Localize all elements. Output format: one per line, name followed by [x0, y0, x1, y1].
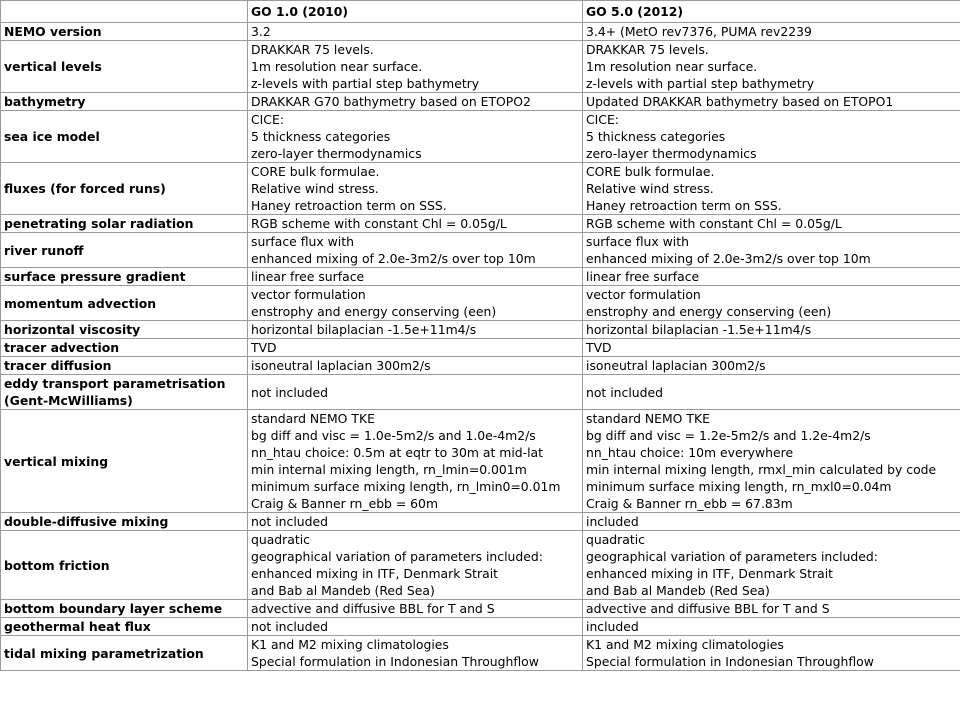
cell-line: min internal mixing length, rmxl_min calculated by code [586, 462, 937, 477]
cell-go1 [248, 531, 583, 600]
cell-param [1, 215, 248, 233]
cell-line: vector formulation [251, 287, 366, 302]
cell-line: included [586, 514, 639, 529]
cell-line: DRAKKAR 75 levels. [251, 42, 374, 57]
cell-line: and Bab al Mandeb (Red Sea) [586, 583, 770, 598]
cell-line: quadratic [586, 532, 645, 547]
cell-line: eddy transport parametrisation [4, 376, 226, 391]
cell-go1 [248, 375, 583, 410]
table-row [1, 339, 960, 357]
cell-line: enstrophy and energy conserving (een) [251, 304, 497, 319]
cell-go1 [248, 41, 583, 93]
table-row [1, 636, 960, 671]
cell-line: linear free surface [586, 269, 700, 284]
cell-go5 [583, 215, 960, 233]
table-row [1, 531, 960, 600]
cell-line: advective and diffusive BBL for T and S [586, 601, 830, 616]
table-row [1, 268, 960, 286]
cell-go1 [248, 321, 583, 339]
cell-line: bottom friction [4, 557, 110, 573]
cell-line: enhanced mixing in ITF, Denmark Strait [251, 566, 499, 581]
cell-go1 [248, 163, 583, 215]
cell-param [1, 531, 248, 600]
cell-param [1, 513, 248, 531]
cell-line: nn_htau choice: 10m everywhere [586, 445, 794, 460]
table-row [1, 357, 960, 375]
cell-line: vector formulation [586, 287, 701, 302]
cell-line: not included [251, 384, 328, 400]
cell-param [1, 321, 248, 339]
cell-line: vertical levels [4, 59, 102, 74]
cell-go5 [583, 321, 960, 339]
cell-line: Updated DRAKKAR bathymetry based on ETOPO1 [586, 94, 894, 109]
cell-line: bathymetry [4, 94, 86, 109]
cell-line: 3.4+ (MetO rev7376, PUMA rev2239 [586, 24, 812, 39]
table-row [1, 600, 960, 618]
cell-param [1, 357, 248, 375]
cell-param [1, 41, 248, 93]
table-row [1, 286, 960, 321]
cell-go1 [248, 410, 583, 513]
cell-line: enhanced mixing of 2.0e-3m2/s over top 10m [251, 251, 536, 266]
cell-go5 [583, 163, 960, 215]
cell-line: river runoff [4, 242, 84, 258]
cell-line: CORE bulk formulae. [251, 164, 380, 179]
cell-line: surface flux with [586, 234, 689, 249]
table-row [1, 163, 960, 215]
table-row [1, 618, 960, 636]
cell-line: Haney retroaction term on SSS. [586, 198, 782, 213]
cell-line: bg diff and visc = 1.2e-5m2/s and 1.2e-4m2/s [586, 428, 871, 443]
cell-line: RGB scheme with constant Chl = 0.05g/L [251, 216, 507, 231]
table-row [1, 41, 960, 93]
cell-go5 [583, 93, 960, 111]
cell-go5 [583, 600, 960, 618]
cell-line: minimum surface mixing length, rn_lmin0=0.01m [251, 479, 561, 494]
table-row [1, 215, 960, 233]
cell-go5 [583, 531, 960, 600]
header-parameter [1, 1, 248, 23]
cell-go5 [583, 636, 960, 671]
table-row [1, 111, 960, 163]
cell-go5 [583, 357, 960, 375]
cell-go5 [583, 375, 960, 410]
cell-line: DRAKKAR G70 bathymetry based on ETOPO2 [251, 94, 531, 109]
cell-go5 [583, 41, 960, 93]
cell-line: standard NEMO TKE [251, 411, 375, 426]
cell-param [1, 339, 248, 357]
cell-line: K1 and M2 mixing climatologies [586, 637, 784, 652]
cell-param [1, 636, 248, 671]
cell-line: TVD [586, 340, 612, 355]
table-row [1, 513, 960, 531]
cell-param [1, 23, 248, 41]
cell-line: advective and diffusive BBL for T and S [251, 601, 495, 616]
cell-param [1, 618, 248, 636]
cell-go5 [583, 111, 960, 163]
cell-line: tracer advection [4, 340, 120, 355]
cell-line: nn_htau choice: 0.5m at eqtr to 30m at mid-lat [251, 445, 544, 460]
cell-go1 [248, 618, 583, 636]
cell-go1 [248, 636, 583, 671]
cell-go5 [583, 23, 960, 41]
cell-param [1, 286, 248, 321]
cell-line: CICE: [586, 112, 619, 127]
cell-go1 [248, 268, 583, 286]
cell-go1 [248, 233, 583, 268]
cell-param [1, 111, 248, 163]
cell-line: zero-layer thermodynamics [251, 146, 422, 161]
cell-go1 [248, 339, 583, 357]
table-row [1, 321, 960, 339]
cell-line: 1m resolution near surface. [586, 59, 758, 74]
table-body [1, 23, 960, 671]
cell-line: geothermal heat flux [4, 619, 151, 634]
cell-line: linear free surface [251, 269, 365, 284]
cell-line: CORE bulk formulae. [586, 164, 715, 179]
cell-line: bottom boundary layer scheme [4, 601, 223, 616]
cell-go1 [248, 23, 583, 41]
cell-line: enhanced mixing of 2.0e-3m2/s over top 10m [586, 251, 871, 266]
cell-line: minimum surface mixing length, rn_mxl0=0.04m [586, 479, 892, 494]
cell-line: isoneutral laplacian 300m2/s [251, 358, 431, 373]
cell-line: quadratic [251, 532, 310, 547]
cell-go5 [583, 618, 960, 636]
cell-line: enstrophy and energy conserving (een) [586, 304, 832, 319]
cell-line: RGB scheme with constant Chl = 0.05g/L [586, 216, 842, 231]
cell-go5 [583, 233, 960, 268]
cell-line: tidal mixing parametrization [4, 645, 204, 661]
cell-line: horizontal bilaplacian -1.5e+11m4/s [586, 322, 812, 337]
cell-line: horizontal viscosity [4, 322, 141, 337]
cell-param [1, 410, 248, 513]
cell-line: geographical variation of parameters included: [251, 549, 543, 564]
cell-go1 [248, 357, 583, 375]
cell-line: not included [251, 619, 328, 634]
cell-line: sea ice model [4, 129, 100, 144]
cell-line: double-diffusive mixing [4, 514, 169, 529]
cell-line: standard NEMO TKE [586, 411, 710, 426]
cell-line: z-levels with partial step bathymetry [586, 76, 815, 91]
cell-line: surface pressure gradient [4, 269, 186, 284]
cell-line: enhanced mixing in ITF, Denmark Strait [586, 566, 834, 581]
cell-line: min internal mixing length, rn_lmin=0.001m [251, 462, 527, 477]
cell-go5 [583, 513, 960, 531]
cell-param [1, 375, 248, 410]
header-go1: GO 1.0 (2010) [248, 1, 583, 23]
cell-line: 5 thickness categories [251, 129, 391, 144]
cell-line: horizontal bilaplacian -1.5e+11m4/s [251, 322, 477, 337]
cell-go1 [248, 93, 583, 111]
cell-go1 [248, 286, 583, 321]
cell-line: K1 and M2 mixing climatologies [251, 637, 449, 652]
cell-line: Special formulation in Indonesian Throughflow [251, 654, 539, 669]
cell-line: not included [586, 384, 663, 400]
cell-go5 [583, 339, 960, 357]
cell-line: (Gent-McWilliams) [4, 393, 133, 408]
cell-go5 [583, 286, 960, 321]
cell-line: Special formulation in Indonesian Throughflow [586, 654, 874, 669]
table-row [1, 233, 960, 268]
cell-line: included [586, 619, 639, 634]
cell-line: vertical mixing [4, 453, 109, 469]
table-row [1, 93, 960, 111]
cell-param [1, 233, 248, 268]
cell-line: momentum advection [4, 295, 157, 311]
cell-line: bg diff and visc = 1.0e-5m2/s and 1.0e-4m2/s [251, 428, 536, 443]
cell-go5 [583, 268, 960, 286]
cell-param [1, 600, 248, 618]
cell-line: Craig & Banner rn_ebb = 67.83m [586, 496, 793, 511]
cell-line: CICE: [251, 112, 284, 127]
header-row [1, 1, 960, 23]
cell-param [1, 93, 248, 111]
cell-line: tracer diffusion [4, 358, 112, 373]
cell-line: isoneutral laplacian 300m2/s [586, 358, 766, 373]
header-go5: GO 5.0 (2012) [583, 1, 960, 23]
cell-go5 [583, 410, 960, 513]
cell-line: penetrating solar radiation [4, 216, 194, 231]
cell-line: 3.2 [251, 24, 271, 39]
cell-line: 5 thickness categories [586, 129, 726, 144]
cell-line: TVD [251, 340, 277, 355]
cell-go1 [248, 111, 583, 163]
cell-line: Craig & Banner rn_ebb = 60m [251, 496, 439, 511]
cell-line: and Bab al Mandeb (Red Sea) [251, 583, 435, 598]
cell-go1 [248, 513, 583, 531]
cell-line: not included [251, 514, 328, 529]
cell-param [1, 163, 248, 215]
cell-line: geographical variation of parameters included: [586, 549, 878, 564]
cell-go1 [248, 600, 583, 618]
cell-line: fluxes (for forced runs) [4, 181, 166, 196]
table-row [1, 410, 960, 513]
cell-go1 [248, 215, 583, 233]
cell-line: surface flux with [251, 234, 354, 249]
table-row [1, 23, 960, 41]
table-row [1, 375, 960, 410]
cell-line: Relative wind stress. [586, 181, 714, 196]
cell-line: DRAKKAR 75 levels. [586, 42, 709, 57]
cell-line: zero-layer thermodynamics [586, 146, 757, 161]
cell-line: Relative wind stress. [251, 181, 379, 196]
cell-line: z-levels with partial step bathymetry [251, 76, 480, 91]
cell-line: NEMO version [4, 24, 102, 39]
cell-param [1, 268, 248, 286]
cell-line: Haney retroaction term on SSS. [251, 198, 447, 213]
cell-line: 1m resolution near surface. [251, 59, 423, 74]
